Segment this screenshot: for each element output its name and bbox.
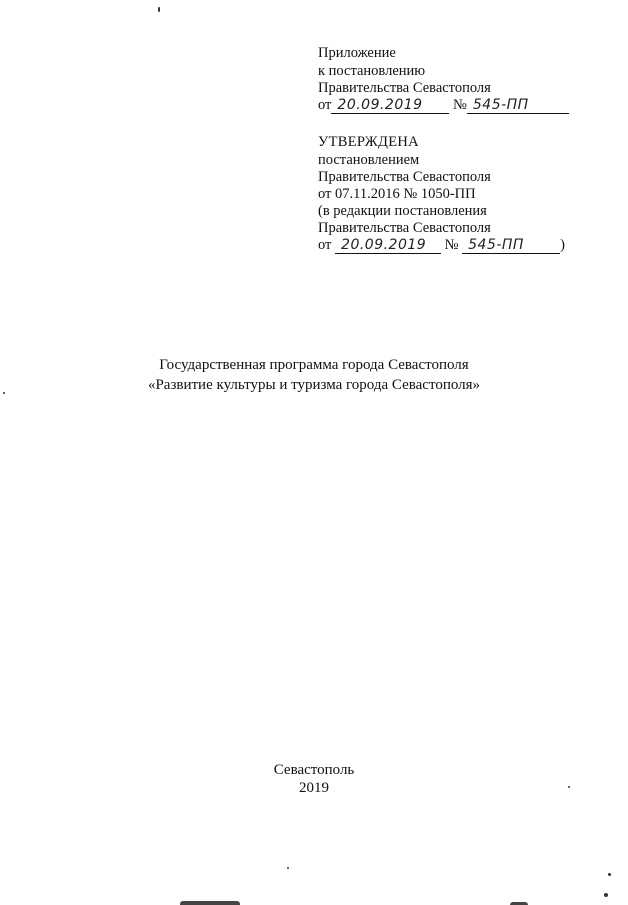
approved-heading: УТВЕРЖДЕНА	[318, 134, 419, 150]
approved-date-line	[318, 237, 565, 254]
appendix-label: Приложение	[318, 45, 396, 61]
approved-date-prefix: от	[318, 237, 332, 253]
footer-city: Севастополь	[273, 762, 355, 778]
approved-number-sign: №	[444, 237, 459, 253]
appendix-number-sign: №	[453, 97, 467, 113]
appendix-to-resolution: к постановлению	[318, 63, 426, 79]
approved-date-handwritten: 20.09.2019	[335, 238, 441, 254]
approved-number-handwritten: 545-ПП	[462, 238, 560, 254]
appendix-date-prefix: от	[318, 97, 332, 113]
scan-speck	[568, 786, 570, 788]
program-title-line1: Государственная программа города Севастополя	[159, 357, 469, 373]
approved-closing-paren: )	[560, 237, 565, 253]
scan-speck	[608, 873, 611, 876]
scan-speck	[3, 392, 5, 394]
scan-speck	[158, 7, 160, 12]
approved-original-date: от 07.11.2016 № 1050-ПП	[318, 186, 476, 202]
appendix-date-line	[318, 97, 569, 114]
appendix-date-handwritten: 20.09.2019	[331, 98, 449, 114]
appendix-government: Правительства Севастополя	[318, 80, 491, 96]
approved-revision-government: Правительства Севастополя	[318, 220, 491, 236]
approved-revision-note: (в редакции постановления	[318, 203, 487, 219]
scan-edge-smudge	[180, 901, 240, 905]
footer-year: 2019	[299, 780, 329, 796]
scan-speck	[287, 867, 289, 869]
scan-speck	[604, 893, 608, 897]
appendix-number-handwritten: 545-ПП	[467, 98, 569, 114]
approved-government: Правительства Севастополя	[318, 169, 491, 185]
approved-by-resolution: постановлением	[318, 152, 420, 168]
program-title-line2: «Развитие культуры и туризма города Севастополя»	[147, 377, 481, 393]
